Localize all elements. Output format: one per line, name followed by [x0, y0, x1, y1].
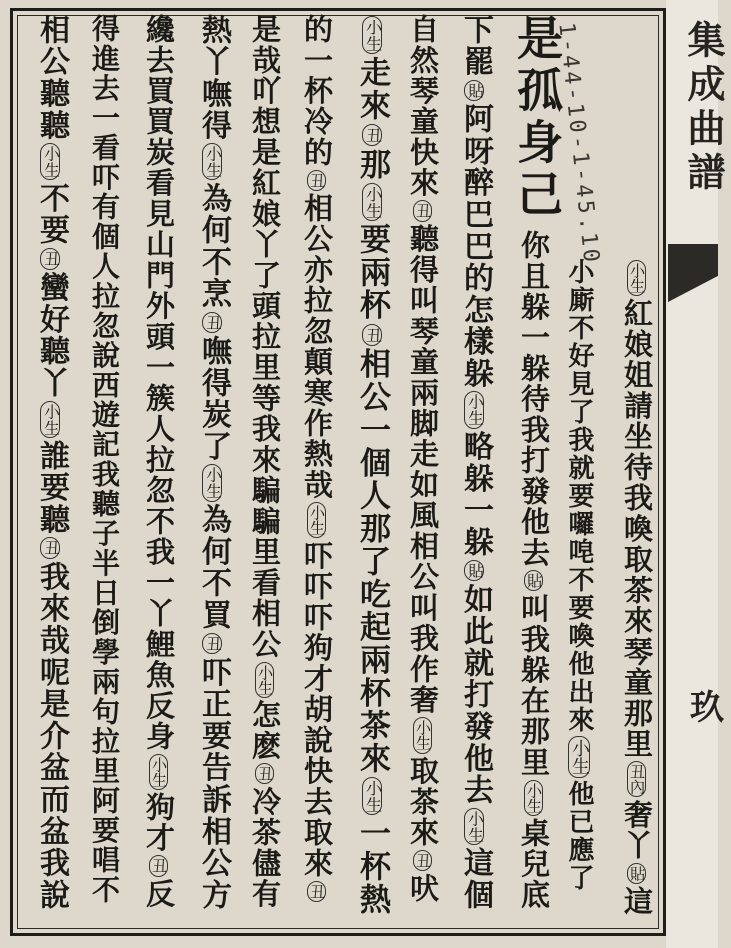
- role-tag: 丑: [255, 763, 274, 784]
- role-tag: 小生: [202, 143, 222, 180]
- line-text: 這: [620, 886, 654, 917]
- text-column: [300, 14, 334, 904]
- adjacent-page-mark: 玖: [690, 688, 724, 728]
- line-text: 我來哉呢是介盆而盆我說: [34, 561, 69, 911]
- role-tag: 丑: [149, 855, 168, 876]
- line-text: 誰要聽: [34, 440, 69, 536]
- role-tag: 丑: [307, 881, 326, 902]
- line-text: 你且躲一躲待我打發他去: [517, 230, 551, 569]
- line-text: 阿呀醉巴巴的怎樣躲: [458, 103, 493, 390]
- line-text: 為何不烹: [196, 182, 231, 310]
- line-text: 取茶來: [406, 755, 440, 848]
- line-text: 吓吓吓狗才胡說快去取來: [300, 540, 334, 879]
- role-tag: 小生: [627, 260, 646, 296]
- role-tag: 貼: [524, 570, 543, 591]
- role-tag: 小生: [524, 780, 543, 816]
- line-text: 奢丫: [620, 799, 654, 861]
- line-text: 吓正要告訴相公方: [196, 656, 231, 911]
- role-tag: 貼: [464, 560, 484, 582]
- role-tag: 小生: [464, 808, 484, 845]
- role-tag: 小生: [362, 777, 382, 815]
- role-tag: 小生: [255, 662, 274, 698]
- text-column: [142, 14, 176, 910]
- library-stamp: 1-44-10-1-45.10: [553, 21, 604, 267]
- role-tag: 丑: [307, 170, 326, 191]
- role-tag: 小生: [202, 464, 222, 501]
- role-tag: 小生: [362, 183, 382, 221]
- line-text: 是孤身己: [510, 14, 564, 222]
- text-column: [196, 14, 231, 911]
- role-tag: 小生: [362, 16, 382, 54]
- line-text: 叫我躲在那里: [517, 593, 551, 778]
- line-text: 聽得叫琴童兩脚走如風相公叫我作奢: [406, 223, 440, 716]
- line-text: 怎麽: [248, 699, 282, 762]
- role-tag: 小生: [464, 391, 484, 428]
- role-tag: 丑: [202, 633, 222, 655]
- line-text: 熱丫嘸得: [196, 14, 231, 142]
- role-tag: 丑內: [627, 761, 646, 797]
- line-text: 走來: [354, 56, 390, 122]
- line-text: 下罷: [458, 14, 493, 78]
- role-tag: 丑: [413, 850, 432, 871]
- line-text: 吠: [406, 872, 440, 904]
- text-column: [620, 258, 654, 917]
- role-tag: 丑: [40, 248, 60, 270]
- line-text: 不要: [34, 182, 69, 247]
- line-text: 相公聽聽: [34, 14, 69, 142]
- line-text: 的一杯冷的: [300, 14, 334, 168]
- line-text: 略躲一躲: [458, 430, 493, 558]
- role-tag: 丑: [413, 200, 432, 221]
- role-tag: 貼: [464, 80, 484, 102]
- text-column: [406, 14, 440, 904]
- line-text: 反: [142, 878, 176, 910]
- line-text: 是哉吖想是紅娘丫了頭拉里等我來騙騙里看相公: [248, 14, 282, 660]
- line-text: 得進去一看吓有個人拉忽說西遊記我聽子半日倒學兩句拉里阿要唱不: [88, 14, 121, 905]
- role-tag: 丑: [202, 312, 222, 334]
- role-tag: 小生: [307, 502, 326, 538]
- line-text: 嘸得炭了: [196, 335, 231, 463]
- text-column: [517, 230, 551, 911]
- text-column: [34, 14, 69, 911]
- text-column: [88, 14, 121, 905]
- line-text: 相公亦拉忽顛寒作熱哉: [300, 192, 334, 501]
- adjacent-page-title: 集成曲譜: [681, 20, 726, 196]
- line-text: 冷茶儘有: [248, 786, 282, 910]
- role-tag: 丑: [362, 124, 382, 146]
- role-tag: 小生: [413, 717, 432, 753]
- text-column: [354, 14, 390, 916]
- line-text: 如此就打發他去: [458, 583, 493, 807]
- line-text: 他已應了: [564, 780, 594, 892]
- line-text: 桌兒底: [517, 817, 551, 911]
- role-tag: 小生: [40, 143, 60, 180]
- line-text: 那: [354, 148, 390, 181]
- text-column: [566, 258, 592, 892]
- role-tag: 丑: [40, 537, 60, 559]
- line-text: 紅娘姐請坐待我喚取茶來琴童那里: [620, 298, 654, 760]
- line-text: 一杯熱: [354, 817, 390, 916]
- text-column: [248, 14, 282, 910]
- role-tag: 小生: [149, 754, 168, 790]
- role-tag: 丑: [362, 324, 382, 346]
- line-text: 為何不買: [196, 503, 231, 631]
- line-text: 這個: [458, 847, 493, 911]
- line-text: 自然琴童快來: [406, 14, 440, 199]
- text-column: [510, 14, 564, 222]
- line-text: 蠻好聽丫: [34, 271, 69, 399]
- role-tag: 貼: [627, 863, 646, 884]
- line-text: 纔去買買炭看見山門外頭一簇人拉忽不我一丫鯉魚反身: [142, 14, 176, 752]
- role-tag: 小生: [40, 401, 60, 438]
- text-column: [458, 14, 493, 911]
- line-text: 小廝不好見了我就要囉唣不要喚他出來: [564, 258, 594, 734]
- line-text: 要兩杯: [354, 223, 390, 322]
- role-tag: 小生: [568, 736, 590, 778]
- line-text: 狗才: [142, 791, 176, 854]
- line-text: 相公一個人那了吃起兩杯茶來: [354, 347, 390, 776]
